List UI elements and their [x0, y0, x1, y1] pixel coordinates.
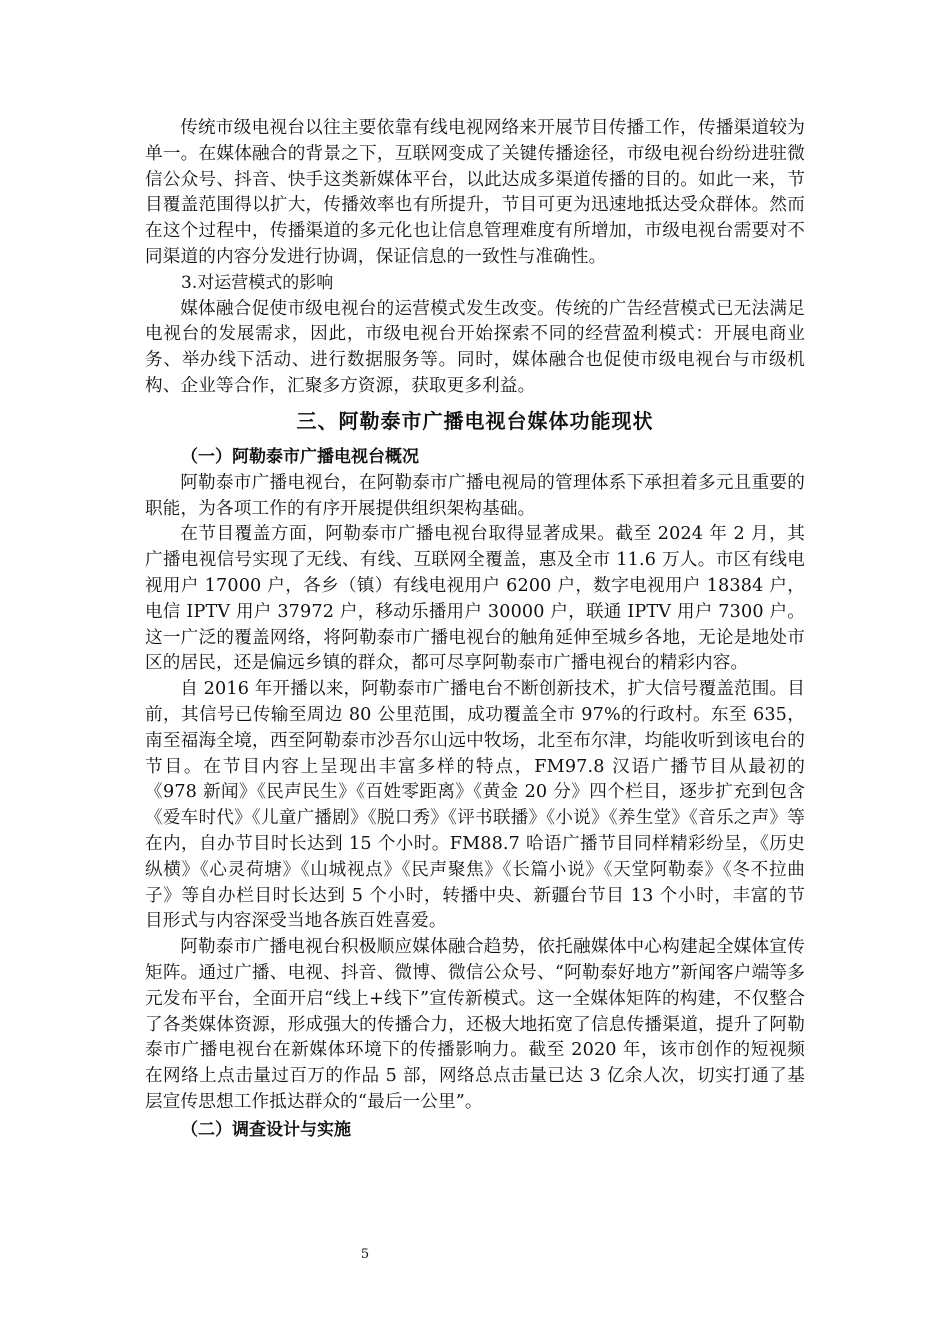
heading-survey-design: （二）调查设计与实施	[181, 1119, 351, 1140]
paragraph-coverage: 在节目覆盖方面，阿勒泰市广播电视台取得显著成果。截至 2024 年 2 月，其广播电视信号实现了无线、有线、互联网全覆盖，惠及全市 11.6 万人。市区有线电视用户 17000 户，各乡（镇）有线电视用户 6200 户，数字电视用户 18384 户，电信 IPTV 用户 37972 户，移动乐播用户 30000 户，联通 IPTV 用户 7300 户。这一广泛的覆盖网络，将阿勒泰市广播电视台的触角延伸至城乡各地，无论是地处市区的居民，还是偏远乡镇的群众，都可尽享阿勒泰市广播电视台的精彩内容。	[145, 524, 805, 674]
section-title: 三、阿勒泰市广播电视台媒体功能现状	[296, 408, 654, 433]
heading-overview: （一）阿勒泰市广播电视台概况	[181, 446, 419, 467]
paragraph-operation-model: 媒体融合促使市级电视台的运营模式发生改变。传统的广告经营模式已无法满足电视台的发展需求，因此，市级电视台开始探索不同的经营盈利模式：开展电商业务、举办线下活动、进行数据服务等。同时，媒体融合也促使市级电视台与市级机构、企业等合作，汇聚多方资源，获取更多利益。	[145, 298, 805, 396]
paragraph-channels: 传统市级电视台以往主要依靠有线电视网络来开展节目传播工作，传播渠道较为单一。在媒体融合的背景之下，互联网变成了关键传播途径，市级电视台纷纷进驻微信公众号、抖音、快手这类新媒体平台，以此达成多渠道传播的目的。如此一来，节目覆盖范围得以扩大，传播效率也有所提升，节目可更为迅速地抵达受众群体。然而在这个过程中，传播渠道的多元化也让信息管理难度有所增加，市级电视台需要对不同渠道的内容分发进行协调，保证信息的一致性与准确性。	[145, 118, 805, 267]
subheading-operation-model: 3.对运营模式的影响	[181, 272, 334, 293]
document-body	[145, 116, 805, 1144]
paragraph-station-intro: 阿勒泰市广播电视台，在阿勒泰市广播电视局的管理体系下承担着多元且重要的职能，为各项工作的有序开展提供组织架构基础。	[145, 472, 805, 519]
page-number: 5	[360, 1247, 370, 1262]
paragraph-media-matrix: 阿勒泰市广播电视台积极顺应媒体融合趋势，依托融媒体中心构建起全媒体宣传矩阵。通过广播、电视、抖音、微博、微信公众号、“阿勒泰好地方”新闻客户端等多元发布平台，全面开启“线上+线下”宣传新模式。这一全媒体矩阵的构建，不仅整合了各类媒体资源，形成强大的传播合力，还极大地拓宽了信息传播渠道，提升了阿勒泰市广播电视台在新媒体环境下的传播影响力。截至 2020 年，该市创作的短视频在网络上点击量过百万的作品 5 部，网络总点击量已达 3 亿余人次，切实打通了基层宣传思想工作抵达群众的“最后一公里”。	[145, 937, 805, 1112]
paragraph-radio: 自 2016 年开播以来，阿勒泰市广播电台不断创新技术，扩大信号覆盖范围。目前，其信号已传输至周边 80 公里范围，成功覆盖全市 97%的行政村。东至 635，南至福海全境，西至阿勒泰市沙吾尔山远中牧场，北至布尔津，均能收听到该电台的节目。在节目内容上呈现出丰富多样的特点，FM97.8 汉语广播节目从最初的《978 新闻》《民声民生》《百姓零距离》《黄金 20 分》四个栏目，逐步扩充到包含《爱车时代》《儿童广播剧》《脱口秀》《评书联播》《小说》《养生堂》《音乐之声》等在内，自办节目时长达到 15 个小时。FM88.7 哈语广播节目同样精彩纷呈，《历史纵横》《心灵荷塘》《山城视点》《民声聚焦》《长篇小说》《天堂阿勒泰》《冬不拉曲子》等自办栏目时长达到 5 个小时，转播中央、新疆台节目 13 个小时，丰富的节目形式与内容深受当地各族百姓喜爱。	[145, 679, 805, 932]
